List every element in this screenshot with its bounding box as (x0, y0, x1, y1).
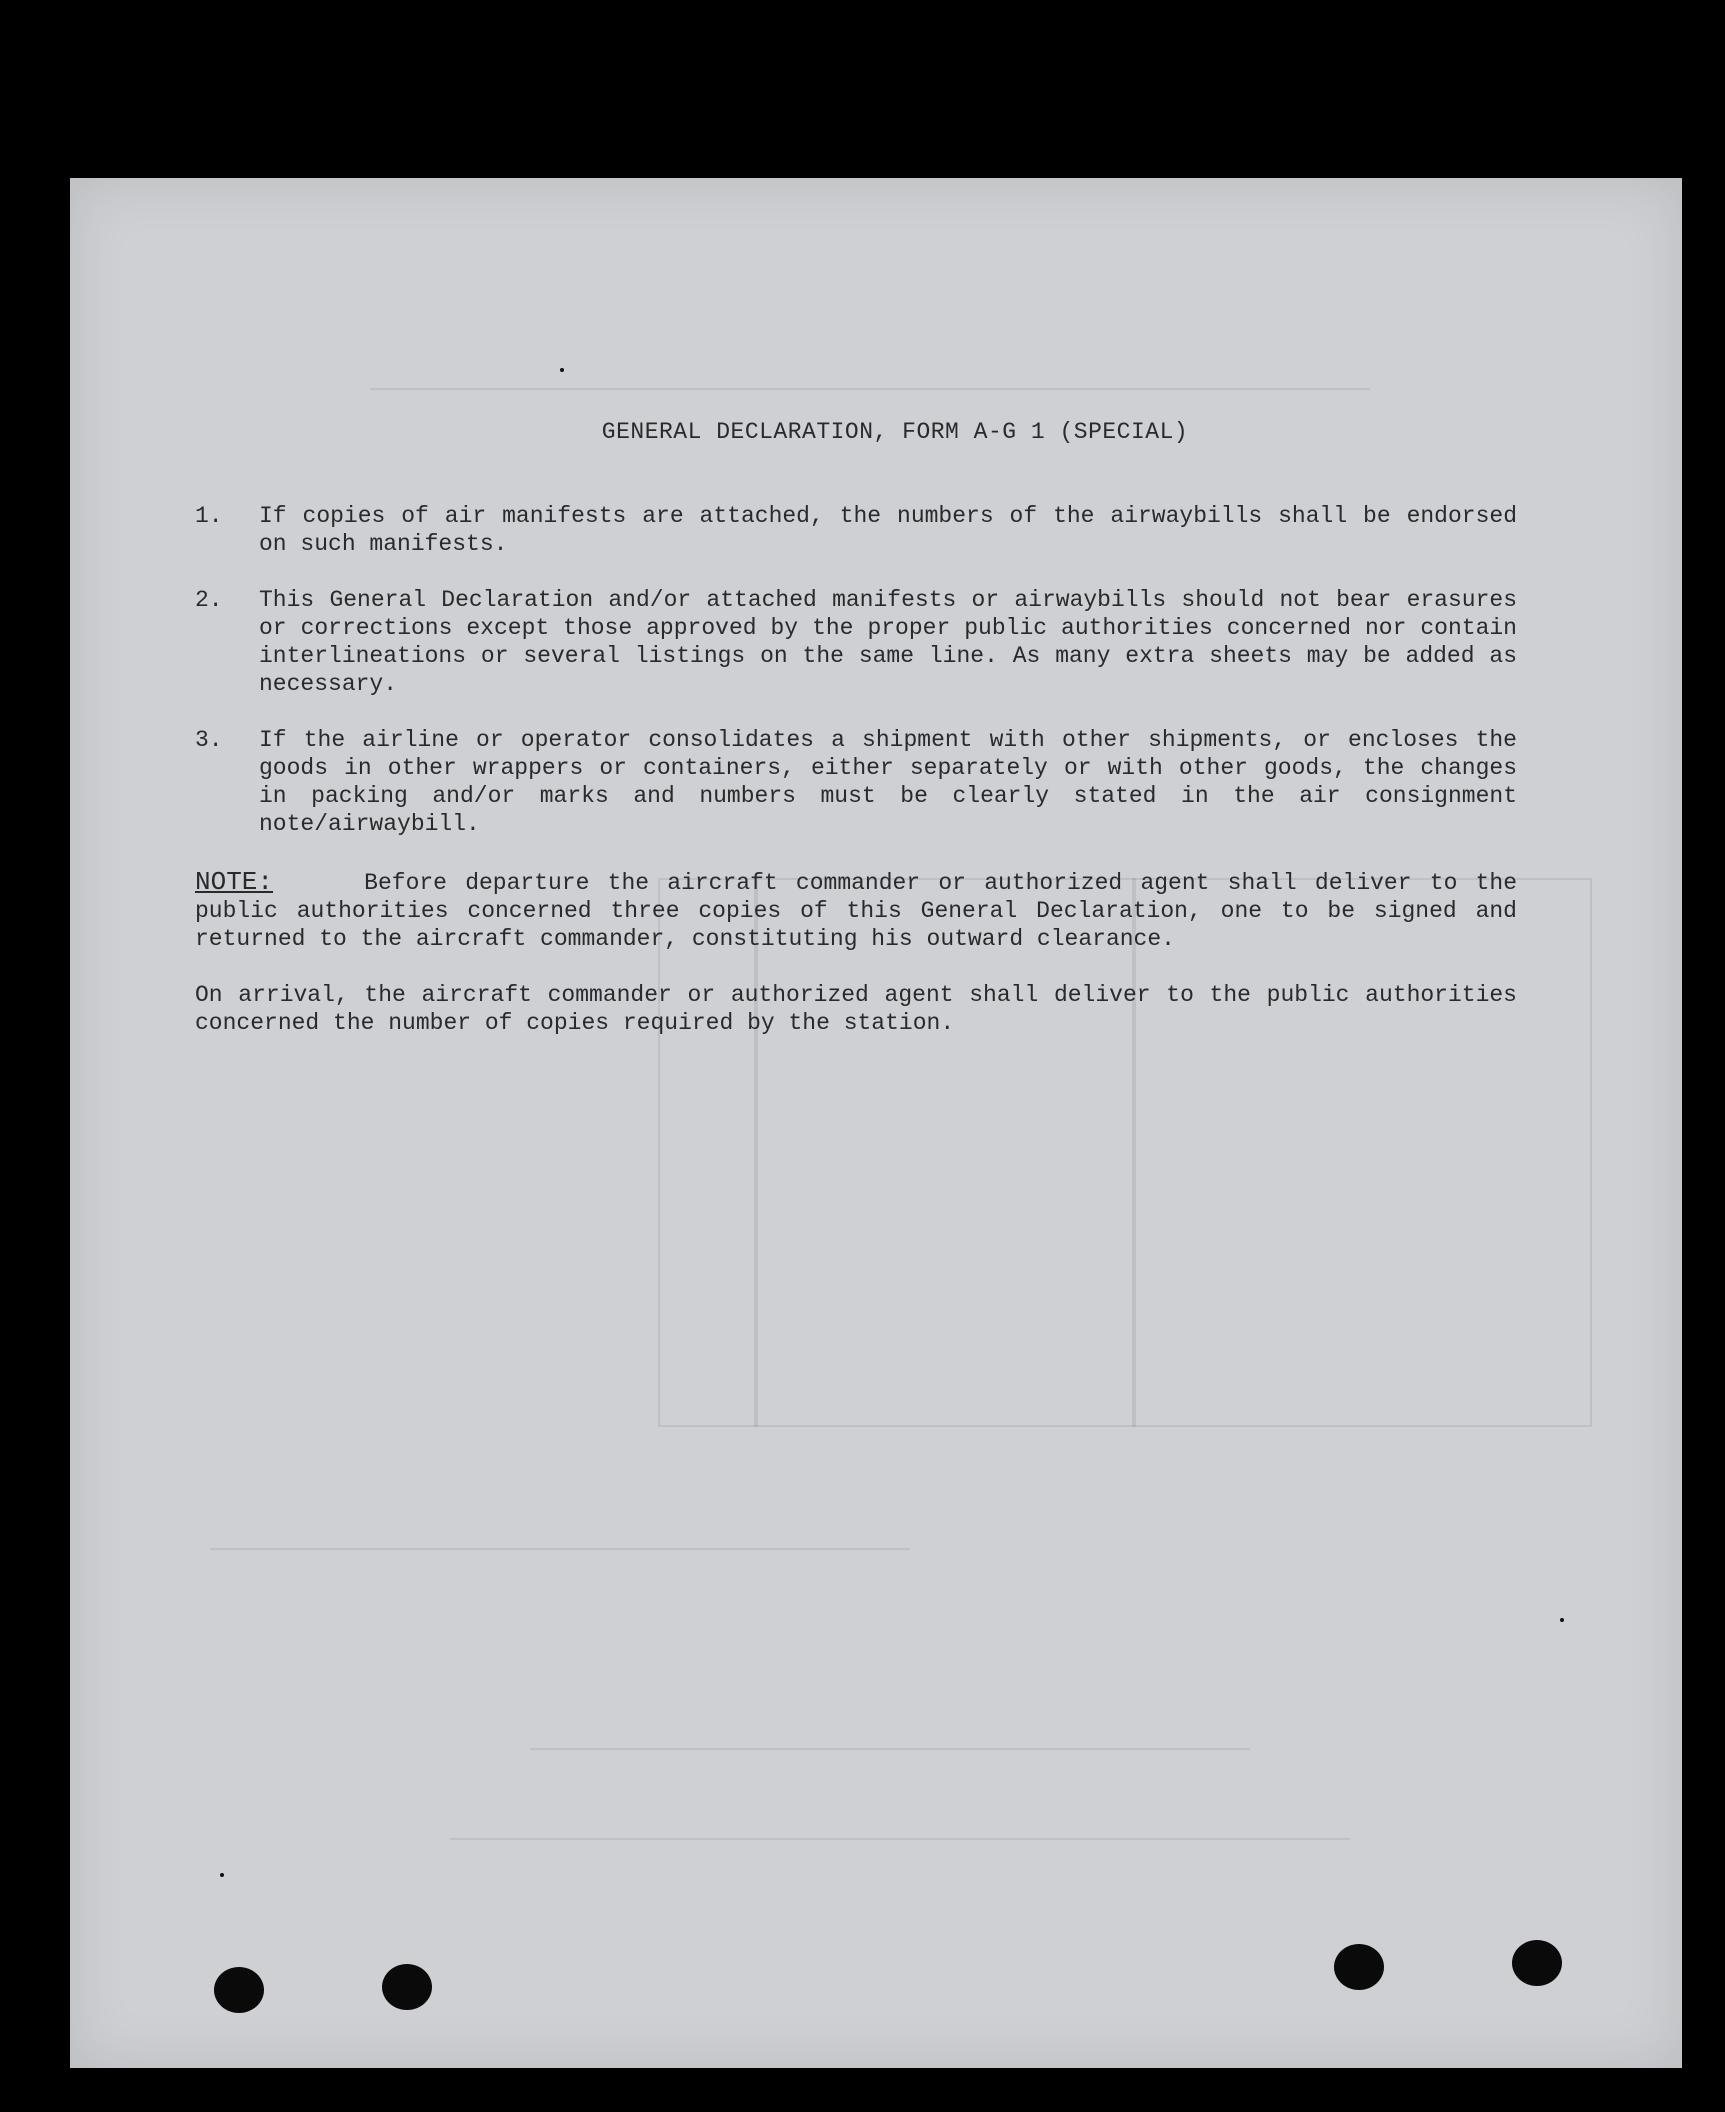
instruction-item-1 (195, 502, 1595, 558)
item-number: 2. (195, 587, 223, 613)
item-text: If copies of air manifests are attached, the numbers of the airwaybills shall be endorsed on such manifests. (259, 503, 1517, 557)
note-text: Before departure the aircraft commander or authorized agent shall deliver to the public authorities concerned three copies of this General Declaration, one to be signed and returned to the aircraft commander, constituting his outward clearance. (195, 870, 1517, 952)
form-title: GENERAL DECLARATION, FORM A-G 1 (SPECIAL) (601, 419, 1189, 445)
instruction-item-2 (195, 586, 1595, 698)
bleed-through-rule (530, 1748, 1250, 1750)
scan-speck (220, 1873, 224, 1877)
scan-speck (1560, 1618, 1564, 1622)
scan-speck (560, 368, 564, 372)
declaration-instructions (195, 418, 1595, 1037)
bleed-through-rule (210, 1548, 910, 1550)
paper-sheet (70, 178, 1682, 2068)
instruction-item-3 (195, 726, 1595, 838)
arrival-paragraph: On arrival, the aircraft commander or authorized agent shall deliver to the public authorities concerned the number of copies required by the station. (195, 982, 1517, 1036)
item-number: 1. (195, 503, 223, 529)
item-text: This General Declaration and/or attached manifests or airwaybills should not bear erasures or corrections except those approved by the proper public authorities concerned nor contain interlineations or several listings on the same line. As many extra sheets may be added as necessary. (259, 587, 1517, 697)
punch-hole (1334, 1944, 1384, 1990)
note-label: NOTE: (195, 867, 274, 897)
note-paragraph (195, 868, 1517, 953)
item-text: If the airline or operator consolidates a shipment with other shipments, or encloses the goods in other wrappers or containers, either separately or with other goods, the changes in packing and/or marks and numbers must be clearly stated in the air consignment note/airwaybill. (259, 727, 1517, 837)
item-number: 3. (195, 727, 223, 753)
bleed-through-rule (450, 1838, 1350, 1840)
bleed-through-rule (370, 388, 1370, 390)
punch-hole (1512, 1940, 1562, 1986)
punch-hole (382, 1964, 432, 2010)
punch-hole (214, 1967, 264, 2013)
